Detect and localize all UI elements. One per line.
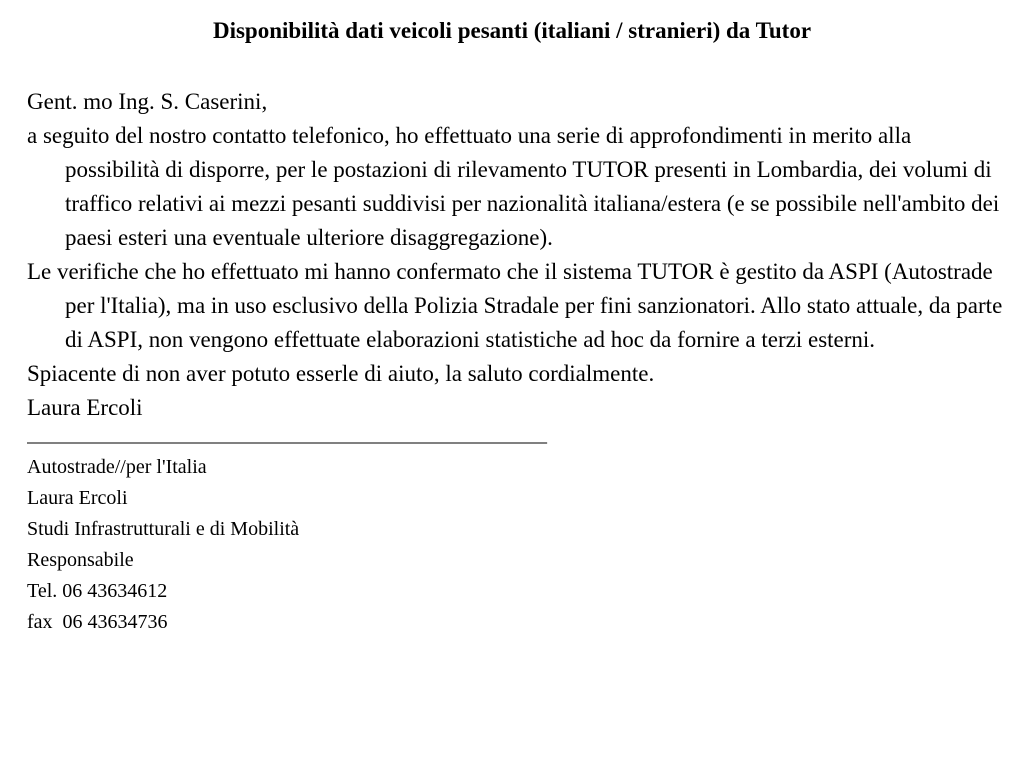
- paragraph-closing: Spiacente di non aver potuto esserle di aiuto, la saluto cordialmente.: [27, 361, 655, 386]
- signature-tel: Tel. 06 43634612: [27, 580, 168, 602]
- letter-body: [27, 85, 1007, 638]
- document-title: Disponibilità dati veicoli pesanti (italiani / stranieri) da Tutor: [212, 18, 812, 43]
- signature-role: Responsabile: [27, 549, 134, 571]
- signature-block: [27, 452, 1007, 638]
- signature-separator: ____________________________________________________: [27, 425, 547, 446]
- signature-fax: fax 06 43634736: [27, 611, 168, 633]
- paragraph-request: a seguito del nostro contatto telefonico, ho effettuato una serie di approfondimenti in merito alla possibilità di disporre, per le postazioni di rilevamento TUTOR presenti in Lombardia, dei volumi di traffico relativi ai mezzi pesanti suddivisi per nazionalità italiana/estera (e se possibile nell'ambito dei paesi esteri una eventuale ulteriore disaggregazione).: [27, 123, 1000, 250]
- paragraph-verification: Le verifiche che ho effettuato mi hanno confermato che il sistema TUTOR è gestito da ASPI (Autostrade per l'Italia), ma in uso esclusivo della Polizia Stradale per fini sanzionatori. Allo stato attuale, da parte di ASPI, non vengono effettuate elaborazioni statistiche ad hoc da fornire a terzi esterni.: [27, 259, 1003, 352]
- signer-name: Laura Ercoli: [27, 395, 143, 420]
- signature-name: Laura Ercoli: [27, 487, 128, 509]
- signature-department: Studi Infrastrutturali e di Mobilità: [27, 518, 300, 540]
- signature-company: Autostrade//per l'Italia: [27, 456, 207, 478]
- greeting: Gent. mo Ing. S. Caserini,: [27, 89, 268, 114]
